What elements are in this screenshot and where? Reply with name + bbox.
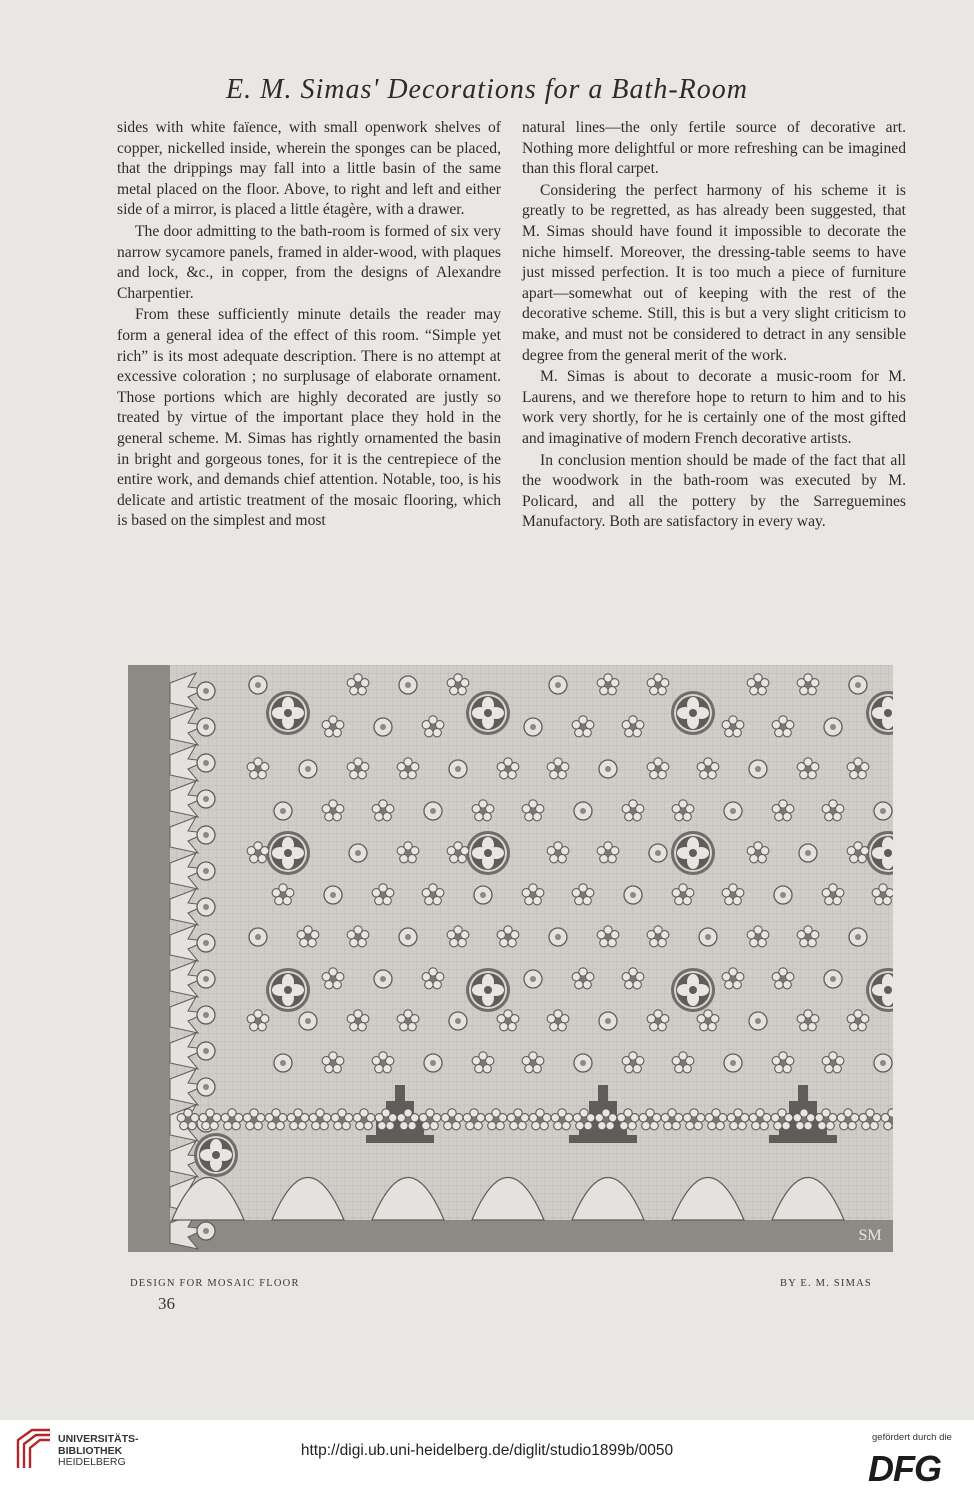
dfg-logo: DFG bbox=[868, 1448, 941, 1489]
scattered-flower bbox=[874, 802, 892, 820]
border-flower bbox=[197, 934, 215, 952]
border-flower bbox=[197, 898, 215, 916]
bottom-border-strip bbox=[128, 1220, 893, 1252]
scattered-flower bbox=[299, 760, 317, 778]
border-flower bbox=[197, 1222, 215, 1240]
scattered-flower bbox=[574, 802, 592, 820]
scattered-flower bbox=[399, 676, 417, 694]
right-column bbox=[522, 118, 906, 534]
library-line: BIBLIOTHEK bbox=[58, 1444, 123, 1457]
paragraph: sides with white faïence, with small openwork shelves of copper, nickelled inside, wherein the sponges can be placed, that the drippings may fall into a little basin of the same metal placed on the floor. Above, to right and left and either side of a mirror, is placed a little étagère, with a drawer. bbox=[117, 119, 501, 219]
scattered-flower bbox=[549, 928, 567, 946]
rosette-motif bbox=[671, 831, 715, 875]
scattered-flower bbox=[524, 970, 542, 988]
scattered-flower bbox=[249, 928, 267, 946]
paragraph: natural lines—the only fertile source of decorative art. Nothing more delightful or more refreshing can be imagined than this floral carpet. bbox=[522, 119, 906, 178]
rosette-motif bbox=[466, 968, 510, 1012]
rosette-motif bbox=[266, 831, 310, 875]
scattered-flower bbox=[274, 802, 292, 820]
scattered-flower bbox=[424, 802, 442, 820]
rosette-motif bbox=[266, 691, 310, 735]
scattered-flower bbox=[399, 928, 417, 946]
rosette-motif bbox=[671, 968, 715, 1012]
rosette-motif bbox=[466, 691, 510, 735]
corner-rosette bbox=[194, 1133, 238, 1177]
paragraph: In conclusion mention should be made of the fact that all the woodwork in the bath-room was executed by M. Policard, and all the pottery by the Sarreguemines Manufactory. Both are satisfactory in every way. bbox=[522, 451, 906, 531]
monogram: SM bbox=[858, 1227, 882, 1244]
scattered-flower bbox=[424, 1054, 442, 1072]
scattered-flower bbox=[599, 760, 617, 778]
scattered-flower bbox=[749, 760, 767, 778]
paragraph: M. Simas is about to decorate a music-room for M. Laurens, and we therefore hope to return to him and to his work very shortly, for he is certainly one of the most gifted and imaginative of modern French decorative artists. bbox=[522, 368, 906, 447]
paragraph: The door admitting to the bath-room is formed of six very narrow sycamore panels, framed in alder-wood, with plaques and lock, &c., in copper, from the designs of Alexandre Charpentier. bbox=[117, 222, 501, 302]
rosette-motif bbox=[671, 691, 715, 735]
scattered-flower bbox=[299, 1012, 317, 1030]
scattered-flower bbox=[824, 970, 842, 988]
scattered-flower bbox=[849, 676, 867, 694]
sponsor-label: gefördert durch die bbox=[872, 1432, 952, 1443]
scattered-flower bbox=[274, 1054, 292, 1072]
footer-bar bbox=[0, 1420, 974, 1497]
scattered-flower bbox=[774, 886, 792, 904]
scattered-flower bbox=[799, 844, 817, 862]
mosaic-drawing bbox=[128, 665, 893, 1252]
scattered-flower bbox=[474, 886, 492, 904]
border-flower bbox=[197, 970, 215, 988]
paragraph: From these sufficiently minute details the reader may form a general idea of the effect of this room. “Simple yet rich” is its most adequate description. There is no attempt at excessive coloration ; no surplusage of elaborate ornament. Those portions which are highly decorated are justly so treated by virtue of the important place they hold in the general scheme. M. Simas has rightly ornamented the basin in bright and gorgeous tones, for it is the centrepiece of the entire work, and demands chief attention. Notable, too, is his delicate and artistic treatment of the mosaic flooring, which is based on the simplest and most bbox=[117, 306, 501, 530]
left-border-strip bbox=[128, 665, 170, 1252]
tessellated-background bbox=[128, 665, 893, 1252]
border-flower bbox=[197, 1078, 215, 1096]
border-flower bbox=[197, 1006, 215, 1024]
scattered-flower bbox=[324, 886, 342, 904]
scattered-flower bbox=[724, 802, 742, 820]
figure-caption: DESIGN FOR MOSAIC FLOOR bbox=[130, 1278, 300, 1289]
border-flower bbox=[197, 754, 215, 772]
scattered-flower bbox=[574, 1054, 592, 1072]
rosette-motif bbox=[266, 968, 310, 1012]
scattered-flower bbox=[374, 970, 392, 988]
left-column bbox=[117, 118, 501, 533]
scattered-flower bbox=[874, 1054, 892, 1072]
page-number: 36 bbox=[158, 1294, 175, 1313]
scattered-flower bbox=[649, 844, 667, 862]
scattered-flower bbox=[749, 1012, 767, 1030]
figure-credit: BY E. M. SIMAS bbox=[780, 1278, 872, 1289]
scattered-flower bbox=[524, 718, 542, 736]
source-url[interactable]: http://digi.ub.uni-heidelberg.de/diglit/studio1899b/0050 bbox=[300, 1442, 674, 1459]
scattered-flower bbox=[374, 718, 392, 736]
scattered-flower bbox=[599, 1012, 617, 1030]
library-line: HEIDELBERG bbox=[58, 1456, 126, 1468]
border-flower bbox=[197, 718, 215, 736]
page-title: E. M. Simas' Decorations for a Bath-Room bbox=[226, 74, 748, 105]
border-flower bbox=[197, 826, 215, 844]
scattered-flower bbox=[449, 760, 467, 778]
border-flower bbox=[197, 862, 215, 880]
library-line: UNIVERSITÄTS- bbox=[58, 1433, 139, 1445]
scattered-flower bbox=[699, 928, 717, 946]
scattered-flower bbox=[549, 676, 567, 694]
scattered-flower bbox=[724, 1054, 742, 1072]
scattered-flower bbox=[824, 718, 842, 736]
scattered-flower bbox=[249, 676, 267, 694]
border-flower bbox=[197, 682, 215, 700]
border-flower bbox=[197, 1042, 215, 1060]
scattered-flower bbox=[449, 1012, 467, 1030]
paragraph: Considering the perfect harmony of his scheme it is greatly to be regretted, as has already been suggested, that M. Simas should have found it impossible to decorate the niche himself. Moreover, the dressing-table seems to have just missed perfection. It is too much a piece of furniture apart—somewhat out of keeping with the rest of the decorative scheme. Still, this is but a very slight criticism to make, and must not be considered to detract in any sensible degree from the general merit of the work. bbox=[522, 181, 906, 364]
scattered-flower bbox=[849, 928, 867, 946]
scattered-flower bbox=[624, 886, 642, 904]
rosette-motif bbox=[466, 831, 510, 875]
scattered-flower bbox=[349, 844, 367, 862]
border-flower bbox=[197, 790, 215, 808]
mosaic-floor-illustration bbox=[128, 665, 893, 1252]
